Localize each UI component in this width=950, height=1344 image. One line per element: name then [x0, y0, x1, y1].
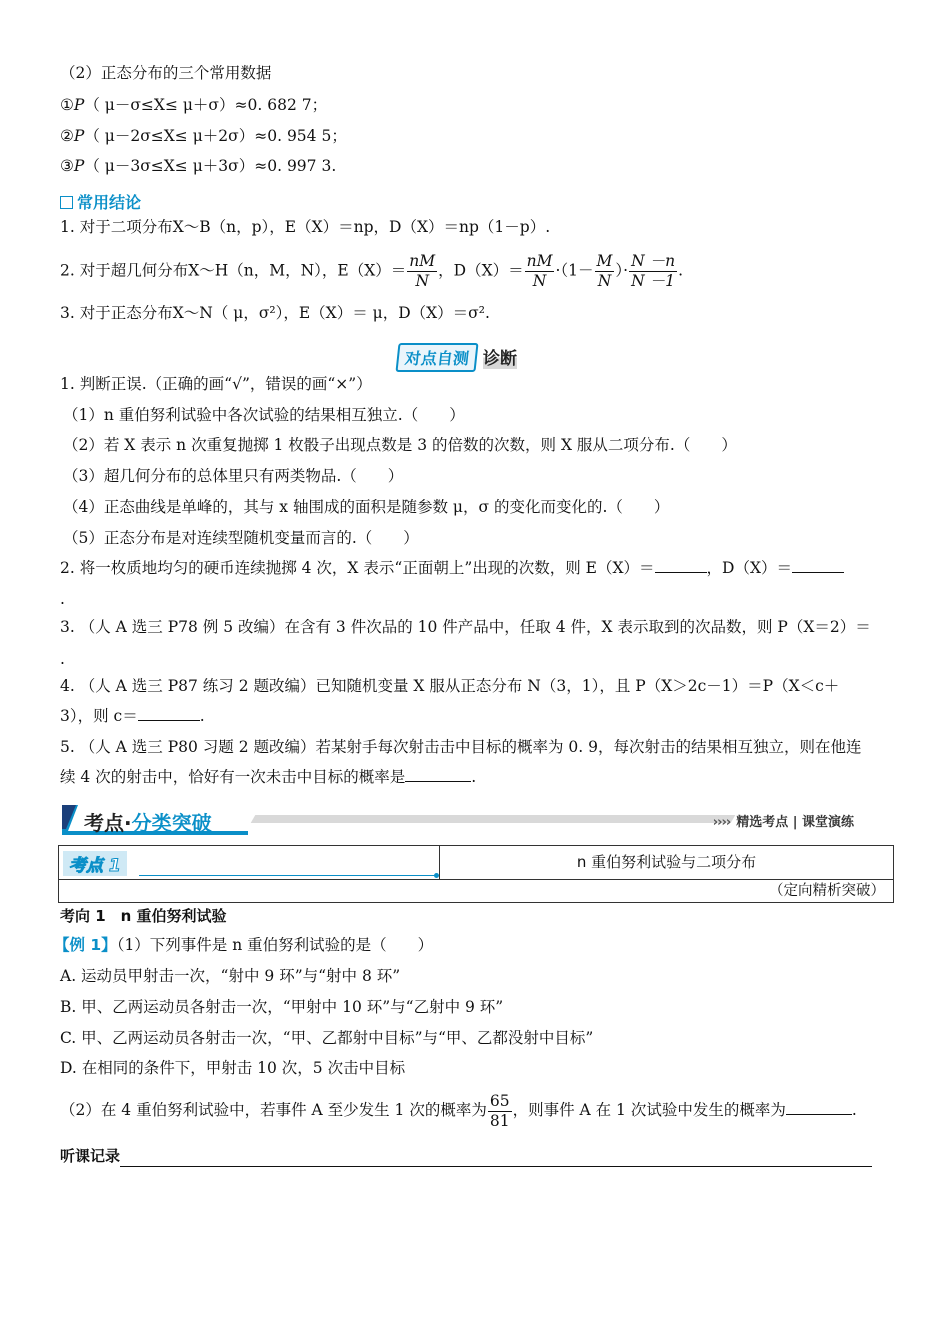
kaodian-subtitle: （定向精析突破） [769, 883, 885, 899]
section-banner [58, 803, 894, 837]
dot-icon [434, 873, 439, 878]
notes-row: 听课记录 [60, 1145, 872, 1167]
direction-heading: 考向 1 n 重伯努利试验 [60, 907, 227, 925]
arrows-icon: ›››› [712, 815, 731, 830]
option-c: C. 甲、乙两运动员各射击一次，“甲、乙都射中目标”与“甲、乙都没射中目标” [60, 1029, 594, 1047]
selftest-q1: 1. 判断正误.（正确的画“√”，错误的画“×”） [60, 375, 372, 393]
banner-bar [251, 815, 736, 823]
selftest-q1-item-3: （3）超几何分布的总体里只有两类物品.（ ） [63, 467, 404, 485]
conclusion-2: 2. 对于超几何分布X～H（n，M，N），E（X）＝ $\frac{nM}{N}$ ，D（X）＝ $\frac{nM}{N}$ ·（1－ $\frac{M}{N}$ ）· $\frac{N -n}{N -1}$ . [60, 252, 684, 290]
example-q2: （2）在 4 重伯努利试验中，若事件 A 至少发生 1 次的概率为 $\frac{65}{81}$ ，则事件 A 在 1 次试验中发生的概率为 . [60, 1091, 857, 1130]
option-a: A. 运动员甲射击一次，“射中 9 环”与“射中 8 环” [60, 967, 401, 985]
answer-blank[interactable] [655, 558, 707, 573]
conclusions-heading: 常用结论 [60, 190, 141, 213]
answer-blank[interactable] [792, 558, 844, 573]
section-subtitle: ›››› 精选考点 | 课堂演练 [712, 815, 854, 830]
fraction-65-81: $\frac{65}{81}$ [489, 1091, 510, 1130]
selftest-q2-end: . [60, 590, 65, 608]
kaodian-table [58, 845, 894, 903]
selftest-q2: 2. 将一枚质地均匀的硬币连续抛掷 4 次，X 表示“正面朝上”出现的次数，则 E（X）＝ ，D（X）＝ [60, 557, 844, 579]
normal-heading: （2）正态分布的三个常用数据 [60, 64, 272, 82]
conclusion-3: 3. 对于正态分布X～N（ μ，σ²），E（X）＝ μ，D（X）＝σ². [60, 304, 490, 322]
selftest-q5-cont: 续 4 次的射击中，恰好有一次未击中目标的概率是 . [60, 768, 477, 786]
kaodian-title: n 重伯努利试验与二项分布 [576, 853, 757, 871]
option-b: B. 甲、乙两运动员各射击一次，“甲射中 10 环”与“乙射中 9 环” [60, 998, 504, 1016]
normal-item-1: ①P（ μ－σ≤X≤ μ＋σ）≈0. 682 7； [60, 96, 328, 114]
normal-item-3: ③P（ μ－3σ≤X≤ μ＋3σ）≈0. 997 3. [60, 157, 337, 175]
selftest-q1-item-1: （1）n 重伯努利试验中各次试验的结果相互独立.（ ） [63, 406, 465, 424]
selftest-q1-item-5: （5）正态分布是对连续型随机变量而言的.（ ） [63, 529, 419, 547]
kaodian-tag: 考点 1 [63, 851, 127, 876]
selftest-badge: 对点自测 诊断 [397, 343, 517, 369]
selftest-q1-item-2: （2）若 X 表示 n 次重复抛掷 1 枚骰子出现点数是 3 的倍数的次数，则 X 服从二项分布.（ ） [63, 436, 737, 454]
answer-blank[interactable] [138, 706, 200, 721]
answer-blank[interactable] [786, 1100, 852, 1115]
fraction-Nn-N1: $\frac{N -n}{N -1}$ [631, 252, 676, 290]
notes-line[interactable] [120, 1150, 872, 1167]
conclusion-1: 1. 对于二项分布X～B（n，p），E（X）＝np，D（X）＝np（1－p）. [60, 218, 551, 236]
option-d: D. 在相同的条件下，甲射击 10 次，5 次击中目标 [60, 1059, 406, 1077]
normal-item-2: ②P（ μ－2σ≤X≤ μ＋2σ）≈0. 954 5； [60, 127, 347, 145]
section-title: 考点·分类突破 [84, 811, 212, 835]
fraction-M-N: $\frac{M}{N}$ [596, 252, 613, 290]
example-tag: 【例 1】 [54, 936, 117, 954]
selftest-q5: 5. （人 A 选三 P80 习题 2 题改编）若某射手每次射击击中目标的概率为 0. 9，每次射击的结果相互独立，则在他连 [60, 738, 862, 756]
kaodian-tag-cell [59, 846, 440, 879]
selftest-q1-item-4: （4）正态曲线是单峰的，其与 x 轴围成的面积是随参数 μ，σ 的变化而变化的.（ ） [63, 498, 670, 516]
answer-blank[interactable] [405, 767, 471, 782]
checkbox-icon [60, 196, 73, 209]
example-q1: 【例 1】（1）下列事件是 n 重伯努利试验的是（ ） [54, 936, 434, 954]
selftest-q4-cont: 3），则 c＝ . [60, 707, 205, 725]
selftest-q3: 3. （人 A 选三 P78 例 5 改编）在含有 3 件次品的 10 件产品中，任取 4 件，X 表示取到的次品数，则 P（X＝2）＝ [60, 618, 871, 636]
fraction-nM-N: $\frac{nM}{N}$ [409, 252, 436, 290]
fraction-nM-N-2: $\frac{nM}{N}$ [526, 252, 553, 290]
selftest-q3-end: . [60, 650, 65, 668]
selftest-q4: 4. （人 A 选三 P87 练习 2 题改编）已知随机变量 X 服从正态分布 N（3，1），且 P（X＞2c－1）＝P（X＜c＋ [60, 677, 840, 695]
